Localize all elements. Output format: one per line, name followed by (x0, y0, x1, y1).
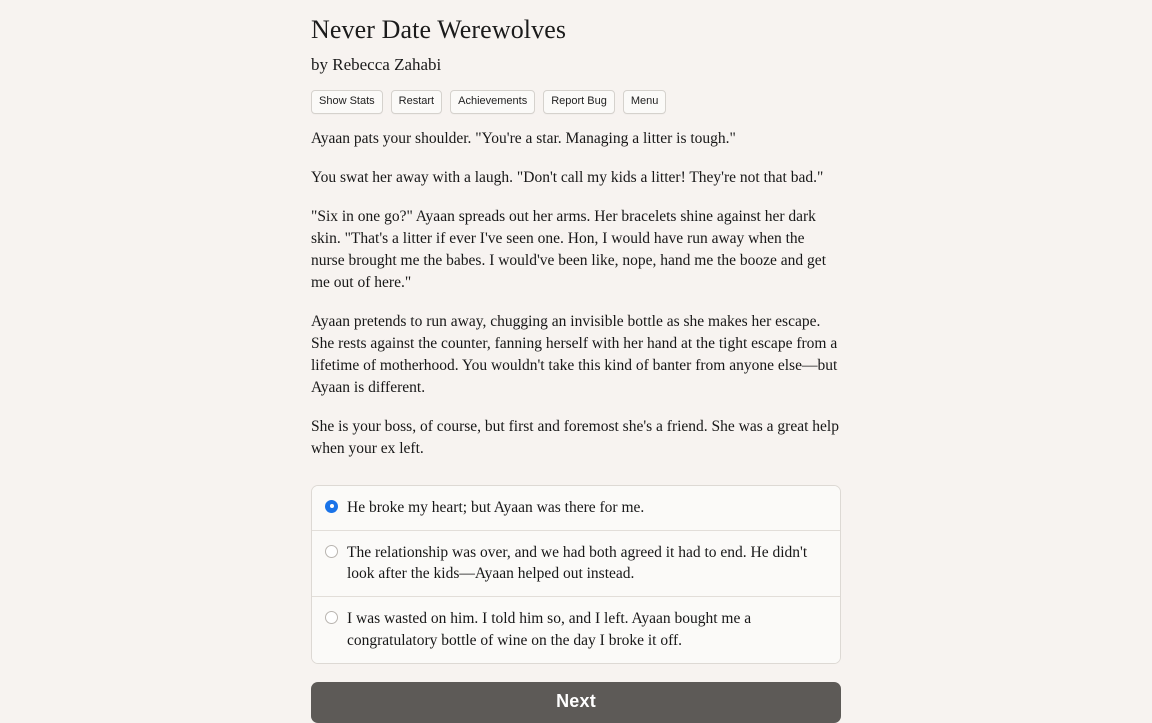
show-stats-button[interactable]: Show Stats (311, 90, 383, 114)
choice-option-label: He broke my heart; but Ayaan was there for me. (347, 498, 645, 516)
choice-option[interactable] (312, 486, 840, 531)
achievements-button[interactable]: Achievements (450, 90, 535, 114)
choice-option[interactable] (312, 597, 840, 662)
next-button[interactable]: Next (311, 682, 841, 723)
radio-unselected-icon[interactable] (325, 611, 338, 624)
game-page (311, 0, 841, 723)
story-text (311, 128, 841, 460)
story-paragraph: Ayaan pats your shoulder. "You're a star. Managing a litter is tough." (311, 129, 736, 147)
page-title: Never Date Werewolves (311, 15, 567, 44)
story-paragraph: Ayaan pretends to run away, chugging an invisible bottle as she makes her escape. She rests against the counter, fanning herself with her hand at the tight escape from a lifetime of motherhood. You wouldn't take this kind of banter from anyone else—but Ayaan is different. (311, 312, 838, 396)
story-paragraph: "Six in one go?" Ayaan spreads out her arms. Her bracelets shine against her dark skin. "That's a litter if ever I've seen one. Hon, I would have run away when the nurse brought me the babes. I would've been like, nope, hand me the booze and get me out of here." (311, 207, 826, 291)
choice-option-label: The relationship was over, and we had both agreed it had to end. He didn't look after the kids—Ayaan helped out instead. (347, 543, 808, 583)
choice-option-label: I was wasted on him. I told him so, and I left. Ayaan bought me a congratulatory bottle of wine on the day I broke it off. (347, 610, 752, 649)
toolbar (311, 90, 841, 114)
choice-list (311, 485, 841, 664)
radio-unselected-icon[interactable] (325, 545, 338, 558)
report-bug-button[interactable]: Report Bug (543, 90, 615, 114)
restart-button[interactable]: Restart (391, 90, 442, 114)
author-byline: by Rebecca Zahabi (311, 55, 442, 75)
menu-button[interactable]: Menu (623, 90, 667, 114)
story-paragraph: You swat her away with a laugh. "Don't call my kids a litter! They're not that bad." (311, 168, 824, 186)
story-paragraph: She is your boss, of course, but first and foremost she's a friend. She was a great help when your ex left. (311, 417, 839, 457)
radio-selected-icon[interactable] (325, 500, 338, 513)
choice-option[interactable] (312, 531, 840, 597)
